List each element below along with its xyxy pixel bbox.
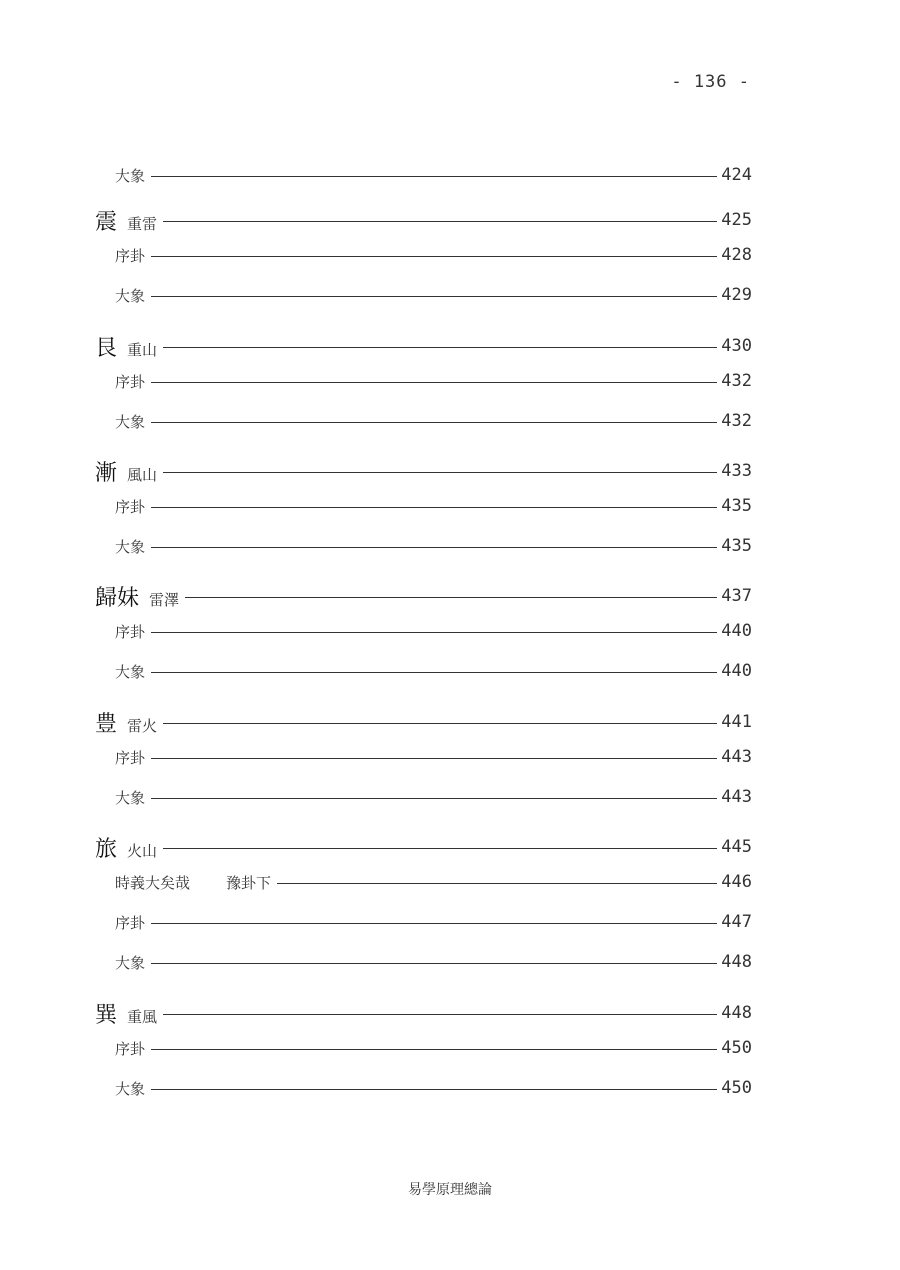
toc-page-number: 432	[721, 371, 752, 391]
toc-section-row[interactable]	[115, 406, 752, 436]
toc-entry-title	[115, 1038, 145, 1059]
hexagram-name: 艮	[95, 335, 118, 361]
toc-entry-title	[115, 872, 271, 893]
section-title: 序卦	[115, 497, 146, 516]
toc-entry-title	[95, 998, 157, 1029]
toc-entry-title	[115, 165, 145, 186]
toc-section-row[interactable]	[115, 531, 752, 561]
section-title: 大象	[115, 286, 146, 305]
toc-page-number: 448	[721, 1003, 752, 1023]
toc-entry-title	[115, 661, 145, 682]
toc-entry-title	[95, 707, 157, 738]
section-title: 序卦	[115, 913, 146, 932]
hexagram-name: 漸	[95, 460, 118, 486]
toc-page-number: 428	[721, 245, 752, 265]
section-title: 序卦	[115, 622, 146, 641]
toc-page-number: 441	[721, 712, 752, 732]
toc-entry-title	[115, 285, 145, 306]
leader-line	[151, 256, 717, 257]
toc-section-row[interactable]	[115, 947, 752, 977]
page-number: - 136 -	[671, 72, 750, 92]
leader-line	[185, 597, 717, 598]
toc-page-number: 424	[721, 165, 752, 185]
toc-section-row[interactable]	[115, 782, 752, 812]
hexagram-name: 震	[95, 209, 118, 235]
toc-entry-title	[115, 371, 145, 392]
hexagram-subtitle: 風山	[127, 465, 158, 484]
section-note: 豫卦下	[226, 873, 272, 892]
toc-page-number: 432	[721, 411, 752, 431]
section-title: 大象	[115, 788, 146, 807]
leader-line	[163, 848, 717, 849]
leader-line	[151, 382, 717, 383]
hexagram-name: 豊	[95, 711, 118, 737]
toc-chapter-row[interactable]	[95, 998, 752, 1028]
toc-entry-title	[115, 952, 145, 973]
toc-page-number: 435	[721, 496, 752, 516]
leader-line	[151, 923, 717, 924]
toc-page-number: 440	[721, 621, 752, 641]
section-title: 時義大矣哉	[115, 873, 191, 892]
section-title: 大象	[115, 166, 146, 185]
leader-line	[151, 798, 717, 799]
toc-page-number: 448	[721, 952, 752, 972]
leader-line	[151, 672, 717, 673]
hexagram-name: 旅	[95, 836, 118, 862]
hexagram-subtitle: 雷火	[127, 716, 158, 735]
toc-section-row[interactable]	[115, 366, 752, 396]
leader-line	[163, 221, 717, 222]
toc-entry-title	[95, 581, 179, 612]
toc-entry-title	[115, 1078, 145, 1099]
toc-page-number: 430	[721, 336, 752, 356]
toc-entry-title	[95, 331, 157, 362]
section-title: 大象	[115, 412, 146, 431]
toc-entry-title	[115, 912, 145, 933]
hexagram-subtitle: 重山	[127, 340, 158, 359]
toc-entry-title	[115, 245, 145, 266]
toc-section-row[interactable]	[115, 1033, 752, 1063]
toc-chapter-row[interactable]	[95, 581, 752, 611]
hexagram-subtitle: 重風	[127, 1007, 158, 1026]
toc-chapter-row[interactable]	[95, 456, 752, 486]
toc-chapter-row[interactable]	[95, 331, 752, 361]
toc-entry-title	[95, 205, 157, 236]
hexagram-name: 歸妹	[95, 585, 140, 611]
leader-line	[151, 758, 717, 759]
toc-page-number: 440	[721, 661, 752, 681]
leader-line	[151, 507, 717, 508]
leader-line	[163, 723, 717, 724]
leader-line	[151, 963, 717, 964]
toc-section-row[interactable]	[115, 907, 752, 937]
section-title: 大象	[115, 953, 146, 972]
section-title: 大象	[115, 1079, 146, 1098]
toc-entry-title	[115, 747, 145, 768]
leader-line	[163, 347, 717, 348]
toc-page-number: 443	[721, 787, 752, 807]
section-title: 序卦	[115, 246, 146, 265]
section-title: 序卦	[115, 748, 146, 767]
toc-page-number: 425	[721, 210, 752, 230]
toc-chapter-row[interactable]	[95, 707, 752, 737]
toc-entry-title	[115, 411, 145, 432]
toc-section-row[interactable]	[115, 867, 752, 897]
toc-section-row[interactable]	[115, 160, 752, 190]
toc-page-number: 433	[721, 461, 752, 481]
hexagram-subtitle: 重雷	[127, 214, 158, 233]
toc-section-row[interactable]	[115, 616, 752, 646]
leader-line	[151, 547, 717, 548]
section-title: 序卦	[115, 372, 146, 391]
toc-section-row[interactable]	[115, 240, 752, 270]
toc-chapter-row[interactable]	[95, 832, 752, 862]
leader-line	[151, 1089, 717, 1090]
toc-section-row[interactable]	[115, 280, 752, 310]
toc-page-number: 450	[721, 1038, 752, 1058]
toc-entry-title	[95, 832, 157, 863]
toc-page-number: 447	[721, 912, 752, 932]
toc-page-number: 435	[721, 536, 752, 556]
toc-entry-title	[115, 787, 145, 808]
toc-section-row[interactable]	[115, 1073, 752, 1103]
leader-line	[277, 883, 717, 884]
leader-line	[163, 472, 717, 473]
toc-page-number: 443	[721, 747, 752, 767]
leader-line	[151, 1049, 717, 1050]
toc-page-number: 429	[721, 285, 752, 305]
hexagram-subtitle: 雷澤	[149, 590, 180, 609]
toc-section-row[interactable]	[115, 656, 752, 686]
toc-page-number: 450	[721, 1078, 752, 1098]
leader-line	[151, 632, 717, 633]
leader-line	[151, 176, 717, 177]
hexagram-name: 巽	[95, 1002, 118, 1028]
toc-entry-title	[115, 621, 145, 642]
toc-entry-title	[115, 536, 145, 557]
leader-line	[163, 1014, 717, 1015]
toc-section-row[interactable]	[115, 742, 752, 772]
section-title: 序卦	[115, 1039, 146, 1058]
toc-entry-title	[95, 456, 157, 487]
section-title: 大象	[115, 537, 146, 556]
toc-chapter-row[interactable]	[95, 205, 752, 235]
toc-section-row[interactable]	[115, 491, 752, 521]
toc-page-number: 445	[721, 837, 752, 857]
toc-page-number: 437	[721, 586, 752, 606]
leader-line	[151, 422, 717, 423]
toc-page-number: 446	[721, 872, 752, 892]
toc-entry-title	[115, 496, 145, 517]
leader-line	[151, 296, 717, 297]
section-title: 大象	[115, 662, 146, 681]
hexagram-subtitle: 火山	[127, 841, 158, 860]
page-footer: 易學原理總論	[408, 1182, 492, 1198]
